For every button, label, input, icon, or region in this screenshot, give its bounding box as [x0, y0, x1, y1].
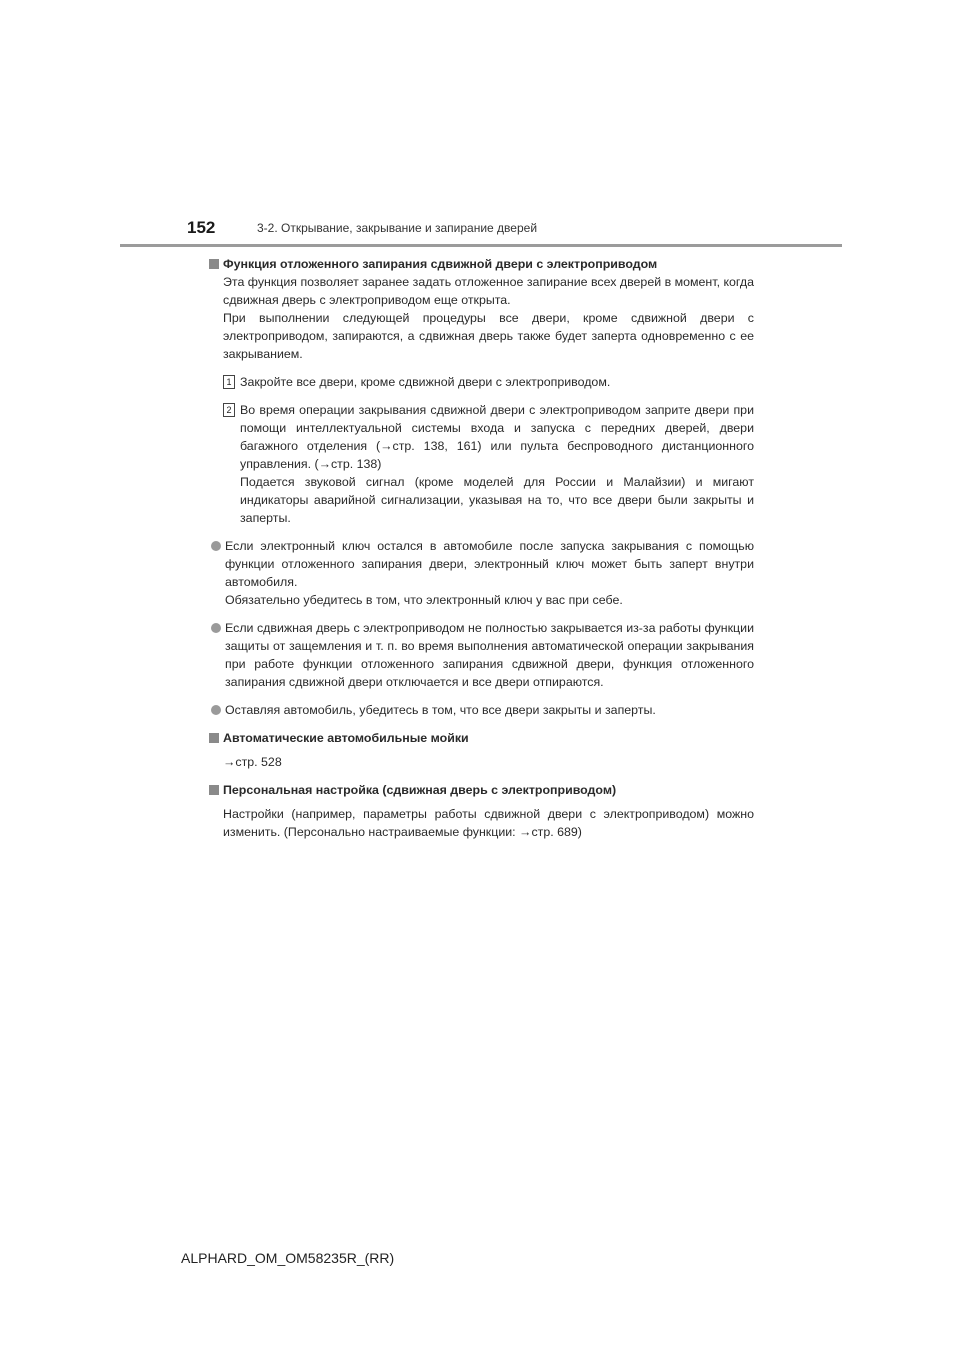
step-text: Во время операции закрывания сдвижной двери с электроприводом заприте двери при помощи интеллектуальной системы входа и запуска с передних дверей, двери багажного отделения (→стр. 138, 161) или пульта беспроводного дистанционного управления. (→стр. 138) [240, 403, 754, 471]
note-bullet [208, 701, 754, 719]
circle-bullet-icon [211, 705, 221, 715]
note-bullet [208, 537, 754, 609]
paragraph: Эта функция позволяет заранее задать отложенное запирание всех дверей в момент, когда сдвижная дверь с электроприводом еще открыта. [223, 275, 754, 307]
section-heading-car-wash [208, 729, 754, 747]
note-text-continued: Обязательно убедитесь в том, что электронный ключ у вас при себе. [225, 593, 623, 607]
step-text-continued: Подается звуковой сигнал (кроме моделей для России и Малайзии) и мигают индикаторы аварийной сигнализации, указывая на то, что все двери были закрыты и заперты. [240, 475, 754, 525]
header-divider [120, 244, 842, 247]
note-text: Если электронный ключ остался в автомобиле после запуска закрывания с помощью функции отложенного запирания двери, электронный ключ может быть заперт внутри автомобиля. [225, 539, 754, 589]
circle-bullet-icon [211, 541, 221, 551]
chapter-title: 3-2. Открывание, закрывание и запирание дверей [257, 221, 538, 235]
step-1 [223, 373, 754, 391]
section-heading-text: Функция отложенного запирания сдвижной двери с электроприводом [223, 257, 658, 271]
step-number-badge: 1 [223, 375, 235, 389]
paragraph: При выполнении следующей процедуры все двери, кроме сдвижной двери с электроприводом, запираются, а сдвижная дверь также будет заперта одновременно с ее закрыванием. [223, 311, 754, 361]
page-reference: →стр. 528 [223, 755, 282, 769]
step-2 [223, 401, 754, 527]
square-bullet-icon [209, 733, 219, 743]
circle-bullet-icon [211, 623, 221, 633]
step-text: Закройте все двери, кроме сдвижной двери с электроприводом. [240, 375, 611, 389]
section-heading-delayed-lock [208, 255, 754, 273]
page-number: 152 [187, 218, 216, 237]
note-text: Если сдвижная дверь с электроприводом не полностью закрывается из-за работы функции защиты от защемления и т. п. во время выполнения автоматической операции закрывания при работе функции отложенного запирания сдвижной двери, функция отложенного запирания сдвижной двери отключается и все двери отпираются. [225, 621, 754, 689]
section-heading-text: Автоматические автомобильные мойки [223, 731, 469, 745]
note-bullet [208, 619, 754, 691]
section-heading-text: Персональная настройка (сдвижная дверь с электроприводом) [223, 783, 617, 797]
step-number-badge: 2 [223, 403, 235, 417]
page-content [208, 255, 754, 841]
paragraph: Настройки (например, параметры работы сдвижной двери с электроприводом) можно изменить. (Персонально настраиваемые функции: →стр. 689) [223, 807, 754, 839]
square-bullet-icon [209, 259, 219, 269]
square-bullet-icon [209, 785, 219, 795]
note-text: Оставляя автомобиль, убедитесь в том, что все двери закрыты и заперты. [225, 703, 656, 717]
section-heading-customization [208, 781, 754, 799]
document-id: ALPHARD_OM_OM58235R_(RR) [181, 1250, 395, 1266]
